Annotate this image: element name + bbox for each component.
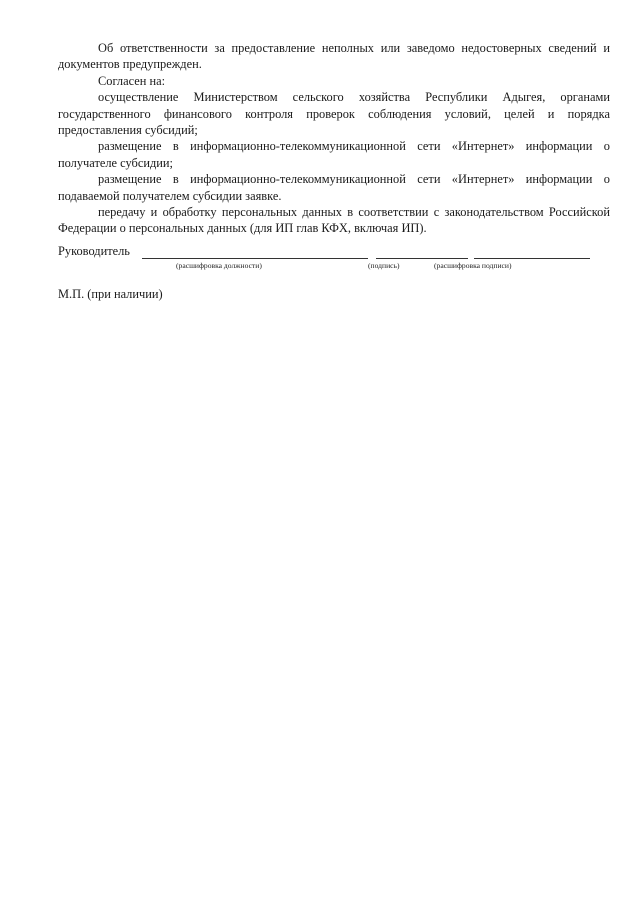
- signature-block: [58, 243, 610, 277]
- consent-text-block: [58, 40, 610, 237]
- name-line: [474, 258, 590, 259]
- position-caption: (расшифровка должности): [176, 261, 262, 270]
- position-line: [142, 258, 368, 259]
- name-caption: (расшифровка подписи): [434, 261, 512, 270]
- signature-line: [376, 258, 468, 259]
- stamp-note: М.П. (при наличии): [58, 287, 163, 301]
- consent-item-recipient-info: размещение в информационно-телекоммуникационной сети «Интернет» информации о получателе субсидии;: [58, 139, 610, 170]
- consent-heading: Согласен на:: [98, 73, 166, 88]
- consent-item-inspections: осуществление Министерством сельского хозяйства Республики Адыгея, органами государственного финансового контроля проверок соблюдения условий, целей и порядка предоставления субсидий;: [58, 90, 610, 138]
- consent-item-application-info: размещение в информационно-телекоммуникационной сети «Интернет» информации о подаваемой получателем субсидии заявке.: [58, 172, 610, 203]
- liability-warning-paragraph: Об ответственности за предоставление неполных или заведомо недостоверных сведений и документов предупрежден.: [58, 41, 610, 72]
- consent-item-personal-data: передачу и обработку персональных данных в соответствии с законодательством Российской Федерации о персональных данных (для ИП глав КФХ, включая ИП).: [58, 205, 610, 236]
- signature-label: Руководитель: [58, 244, 130, 258]
- signature-caption: (подпись): [368, 261, 400, 270]
